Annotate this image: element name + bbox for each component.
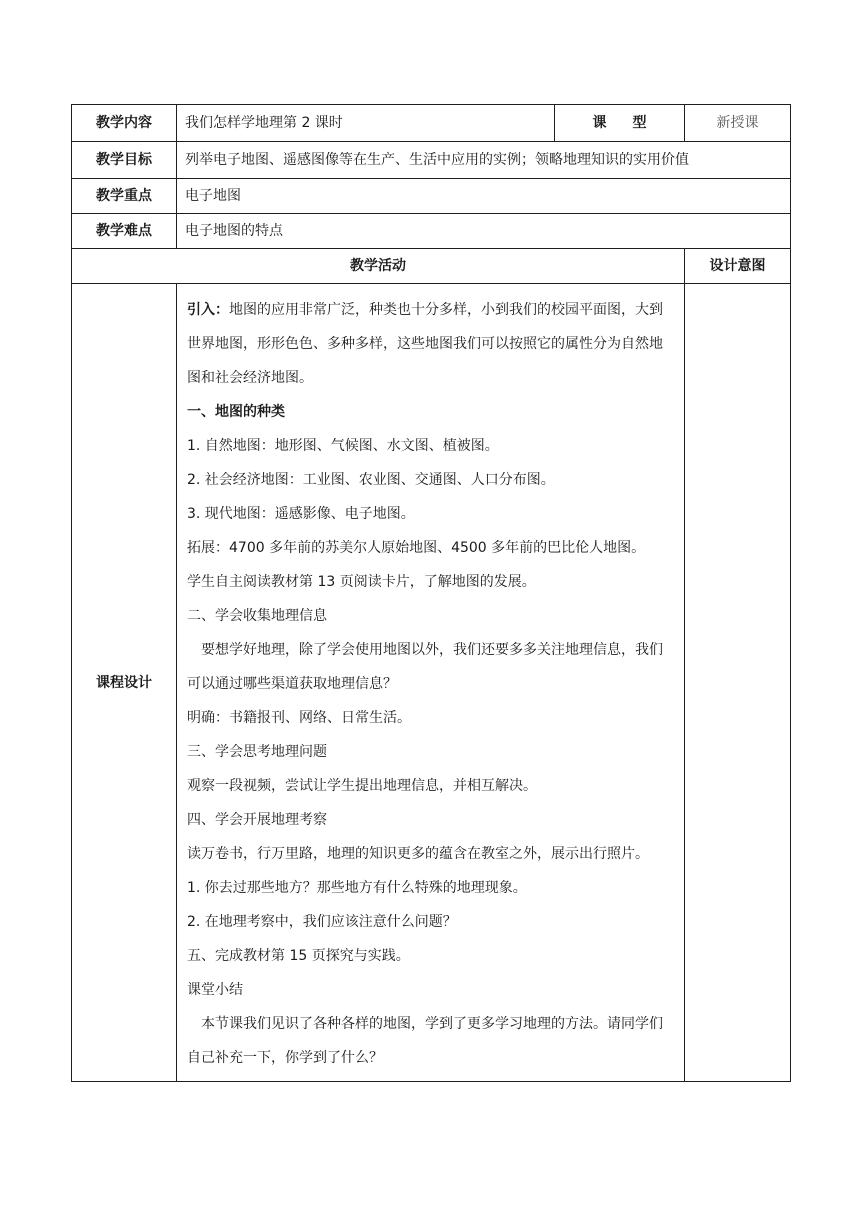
section-4-title: 四、学会开展地理考察	[187, 812, 327, 828]
section-1-title: 一、地图的种类	[187, 404, 285, 420]
intro-text: 地图的应用非常广泛，种类也十分多样，小到我们的校园平面图，大到世界地图，形形色色、多种多样，这些地图我们可以按照它的属性分为自然地图和社会经济地图。	[187, 302, 663, 386]
lesson-type-label-a: 课	[592, 115, 607, 131]
intro-paragraph	[187, 293, 674, 395]
lesson-type-value: 新授课	[685, 105, 791, 142]
section-3-title: 三、学会思考地理问题	[187, 744, 327, 760]
teaching-difficulty-label: 教学难点	[72, 214, 177, 249]
lesson-plan-table	[71, 104, 791, 1082]
teaching-content-label: 教学内容	[72, 105, 177, 142]
section-5-title: 五、完成教材第 15 页探究与实践。	[187, 948, 410, 964]
row-teaching-goal	[72, 142, 791, 179]
section-2-answer: 明确：书籍报刊、网络、日常生活。	[187, 710, 411, 726]
row-course-design	[72, 284, 791, 1082]
teaching-key-value: 电子地图	[177, 179, 791, 214]
summary-text: 本节课我们见识了各种各样的地图，学到了更多学习地理的方法。请同学们自己补充一下，你学到了什么？	[187, 1016, 663, 1066]
section-1-item-3: 3. 现代地图：遥感影像、电子地图。	[187, 506, 415, 522]
lesson-type-label	[555, 105, 685, 142]
row-activity-header	[72, 249, 791, 284]
lesson-type-label-b: 型	[632, 115, 647, 131]
design-intent-header: 设计意图	[685, 249, 791, 284]
design-intent-cell	[685, 284, 791, 1082]
section-4-item-2: 2. 在地理考察中，我们应该注意什么问题？	[187, 914, 457, 930]
section-3-text: 观察一段视频，尝试让学生提出地理信息，并相互解决。	[187, 778, 537, 794]
reading-text: 学生自主阅读教材第 13 页阅读卡片，了解地图的发展。	[187, 574, 536, 590]
section-4-text: 读万卷书，行万里路，地理的知识更多的蕴含在教室之外，展示出行照片。	[187, 846, 649, 862]
teaching-content-value: 我们怎样学地理第 2 课时	[177, 105, 555, 142]
section-4-item-1: 1. 你去过那些地方？那些地方有什么特殊的地理现象。	[187, 880, 527, 896]
course-design-label: 课程设计	[72, 284, 177, 1082]
teaching-difficulty-value: 电子地图的特点	[177, 214, 791, 249]
course-design-content	[177, 284, 685, 1082]
teaching-goal-label: 教学目标	[72, 142, 177, 179]
summary-title: 课堂小结	[187, 982, 243, 998]
section-1-item-1: 1. 自然地图：地形图、气候图、水文图、植被图。	[187, 438, 499, 454]
row-teaching-content	[72, 105, 791, 142]
teaching-key-label: 教学重点	[72, 179, 177, 214]
section-2-text: 要想学好地理，除了学会使用地图以外，我们还要多多关注地理信息，我们可以通过哪些渠道获取地理信息？	[187, 642, 663, 692]
row-teaching-key	[72, 179, 791, 214]
intro-lead: 引入：	[187, 302, 229, 318]
section-2-title: 二、学会收集地理信息	[187, 608, 327, 624]
extension-text: 拓展：4700 多年前的苏美尔人原始地图、4500 多年前的巴比伦人地图。	[187, 540, 646, 556]
row-teaching-difficulty	[72, 214, 791, 249]
section-1-item-2: 2. 社会经济地图：工业图、农业图、交通图、人口分布图。	[187, 472, 555, 488]
teaching-goal-value: 列举电子地图、遥感图像等在生产、生活中应用的实例；领略地理知识的实用价值	[177, 142, 791, 179]
teaching-activity-header: 教学活动	[72, 249, 685, 284]
